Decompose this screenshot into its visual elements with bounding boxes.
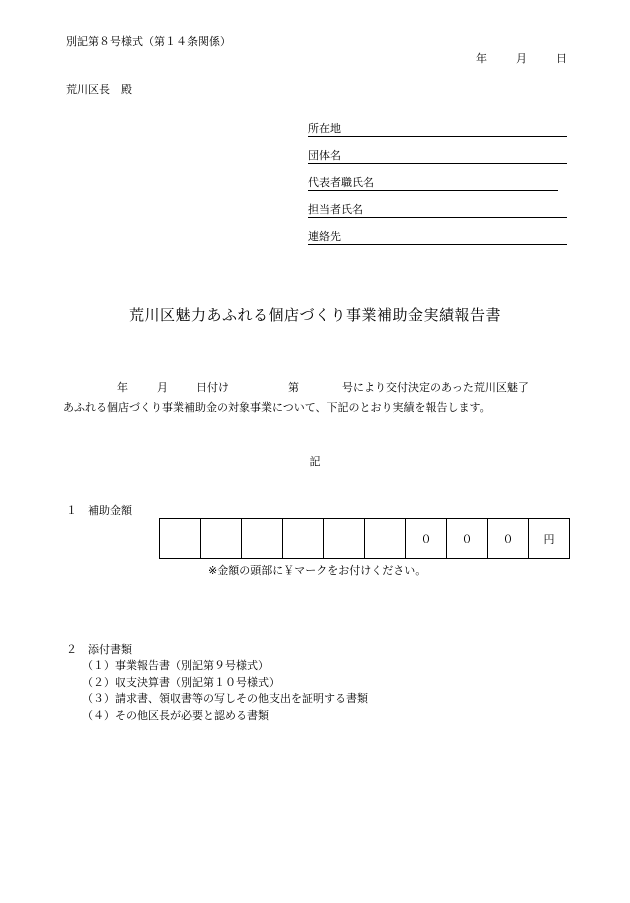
representative-label: 代表者職氏名 (308, 176, 374, 189)
body-day: 日付け (196, 381, 229, 394)
attachment-item: （３）請求書、領収書等の写しその他支出を証明する書類 (82, 692, 368, 705)
attachment-item: （２）収支決算書（別記第１０号様式） (82, 676, 280, 689)
contact-info-label: 連絡先 (308, 230, 341, 243)
address-field[interactable] (308, 122, 567, 137)
amount-cell[interactable] (283, 519, 324, 559)
contact-info-field[interactable] (308, 230, 567, 245)
amount-cell: ０ (447, 519, 488, 559)
section2-heading: ２ 添付書類 (66, 643, 132, 656)
contact-person-field[interactable] (308, 203, 567, 218)
amount-cell: ０ (406, 519, 447, 559)
body-year: 年 (117, 381, 128, 394)
addressee: 荒川区長 殿 (66, 83, 132, 96)
date-day-label: 日 (556, 52, 567, 65)
amount-note: ※金額の頭部に￥マークをお付けください。 (208, 564, 427, 577)
document-title: 荒川区魅力あふれる個店づくり事業補助金実績報告書 (128, 306, 501, 324)
amount-table (159, 518, 570, 559)
body-month: 月 (157, 381, 168, 394)
attachment-item: （１）事業報告書（別記第９号様式） (82, 659, 269, 672)
body-dai: 第 (288, 381, 299, 394)
body-line2: あふれる個店づくり事業補助金の対象事業について、下記のとおり実績を報告します。 (63, 401, 491, 414)
amount-cell[interactable] (201, 519, 242, 559)
amount-cell[interactable] (365, 519, 406, 559)
amount-cell[interactable] (324, 519, 365, 559)
amount-unit-cell: 円 (529, 519, 570, 559)
amount-cell: ０ (488, 519, 529, 559)
amount-cell[interactable] (242, 519, 283, 559)
representative-field[interactable] (308, 176, 558, 191)
attachment-item: （４）その他区長が必要と認める書類 (82, 709, 269, 722)
section1-heading: １ 補助金額 (66, 504, 132, 517)
organization-field[interactable] (308, 149, 567, 164)
body-line1: 号により交付決定のあった荒川区魅了 (342, 381, 529, 394)
form-number: 別記第８号様式（第１４条関係） (66, 35, 231, 48)
amount-row (160, 519, 570, 559)
amount-cell[interactable] (160, 519, 201, 559)
organization-label: 団体名 (308, 149, 341, 162)
date-month-label: 月 (516, 52, 527, 65)
ki-heading: 記 (309, 455, 321, 468)
address-label: 所在地 (308, 122, 341, 135)
date-year-label: 年 (476, 52, 487, 65)
contact-person-label: 担当者氏名 (308, 203, 363, 216)
